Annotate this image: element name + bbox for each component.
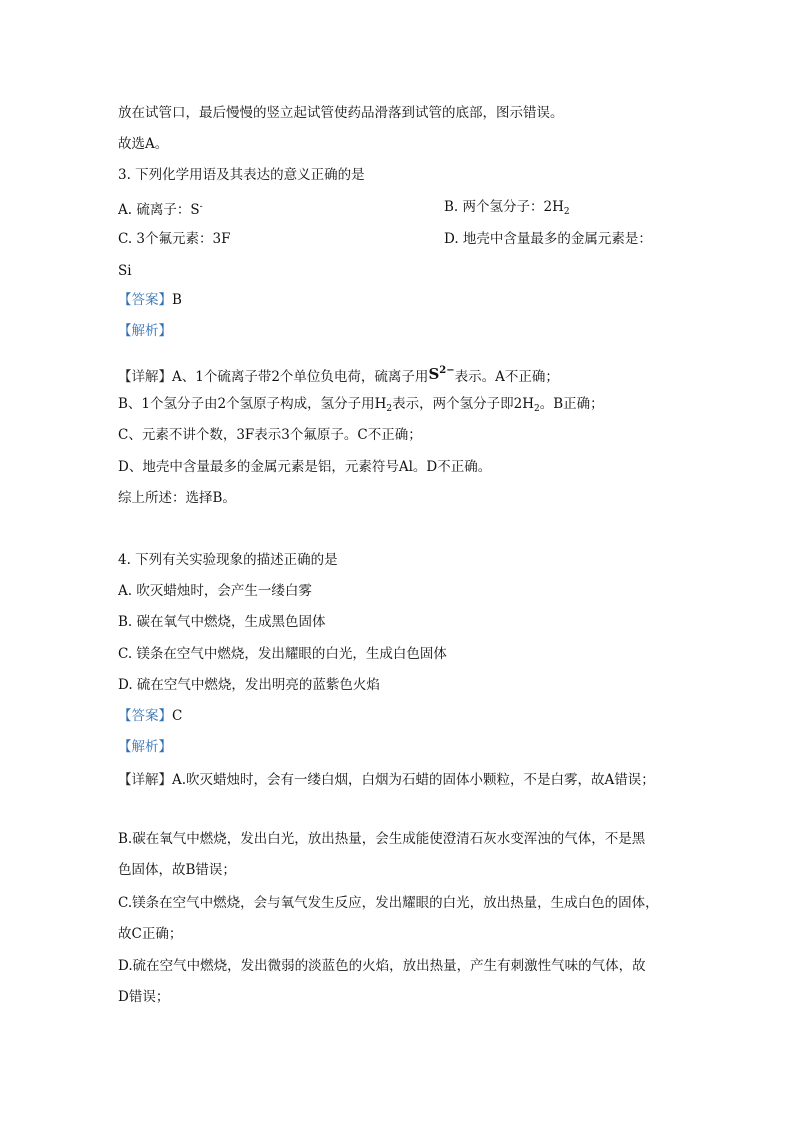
- q4-explain-c: C.镁条在空气中燃烧，会与氧气发生反应，发出耀眼的白光，放出热量，生成白色的固体，: [118, 895, 659, 911]
- q3-option-c: C. 3个氟元素：3F: [118, 231, 231, 247]
- q4-explain-c-cont: 故C正确；: [118, 926, 183, 942]
- q4-explain-b-cont: 色固体，故B错误；: [118, 862, 236, 878]
- q3-option-d-cont: Si: [118, 263, 132, 279]
- q4-option-c: C. 镁条在空气中燃烧，发出耀眼的白光，生成白色固体: [118, 646, 447, 662]
- q3-option-b: B. 两个氢分子：$2H_2$: [444, 199, 570, 217]
- q3-summary: 综上所述：选择B。: [118, 490, 236, 506]
- q4-explain-b: B.碳在氧气中燃烧，发出白光，放出热量，会生成能使澄清石灰水变浑浊的气体，不是黑: [118, 831, 646, 847]
- q4-explain-a: 【详解】A.吹灭蜡烛时，会有一缕白烟，白烟为石蜡的固体小颗粒，不是白雾，故A错误；: [118, 772, 655, 788]
- q3-analysis-heading: 【解析】: [118, 323, 172, 339]
- q3-answer: 【答案】B: [118, 292, 182, 308]
- q4-option-d: D. 硫在空气中燃烧，发出明亮的蓝紫色火焰: [118, 677, 380, 693]
- q4-answer: 【答案】C: [118, 708, 183, 724]
- q4-explain-d: D.硫在空气中燃烧，发出微弱的淡蓝色的火焰，放出热量，产生有刺激性气味的气体，故: [118, 958, 646, 974]
- sulfide-ion-formula: $S^{2-}$: [428, 365, 455, 383]
- q3-explain-b: B、1个氢分子由2个氢原子构成，氢分子用$H_2$表示，两个氢分子即$2H_2$。B正确；: [118, 396, 604, 414]
- question-3-stem: 3. 下列化学用语及其表达的意义正确的是: [118, 167, 365, 183]
- q4-analysis-heading: 【解析】: [118, 739, 172, 755]
- q3-option-d: D. 地壳中含量最多的金属元素是：: [444, 231, 652, 247]
- q4-option-b: B. 碳在氧气中燃烧，生成黑色固体: [118, 614, 326, 630]
- q3-explain-d: D、地壳中含量最多的金属元素是铝，元素符号Al。D不正确。: [118, 459, 492, 475]
- text-line: 故选A。: [118, 136, 169, 152]
- q4-option-a: A. 吹灭蜡烛时，会产生一缕白雾: [118, 583, 312, 599]
- q4-explain-d-cont: D错误；: [118, 989, 170, 1005]
- question-4-stem: 4. 下列有关实验现象的描述正确的是: [118, 552, 338, 568]
- text-line: 放在试管口，最后慢慢的竖立起试管使药品滑落到试管的底部，图示错误。: [118, 105, 564, 121]
- q3-explain-c: C、元素不讲个数，3F表示3个氟原子。C不正确；: [118, 427, 422, 443]
- q3-option-a: A. 硫离子：S-: [118, 202, 203, 218]
- q3-explain-a: 【详解】A、1个硫离子带2个单位负电荷，硫离子用$S^{2-}$表示。A不正确；: [118, 365, 559, 385]
